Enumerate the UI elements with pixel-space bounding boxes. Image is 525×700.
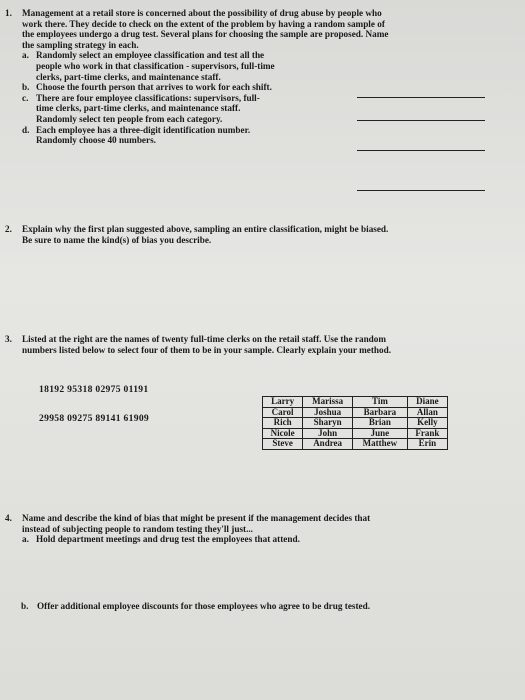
question-3-number: 3. [5,334,12,344]
option-1a-line: people who work in that classification - supervisors, full-time [36,60,275,71]
question-1-intro-line: work there. They decide to check on the extent of the problem by having a random sample of [22,18,385,29]
option-letter: d. [22,124,30,135]
option-4a-text: Hold department meetings and drug test the employees that attend. [36,534,300,545]
clerk-name: Andrea [303,439,353,450]
question-1-intro-line: the sampling strategy in each. [22,39,139,50]
option-letter: c. [22,92,29,103]
random-numbers-row-1: 18192 95318 02975 01191 [39,384,149,395]
table-row [263,407,448,418]
answer-blank-1d[interactable] [357,190,485,191]
clerk-name: Tim [353,397,408,408]
clerks-table [262,396,448,450]
clerk-name: John [303,428,353,439]
clerk-name: Brian [353,418,408,429]
option-4a [22,534,505,545]
option-4b [21,601,511,612]
question-1 [5,8,495,146]
question-4-line: Name and describe the kind of bias that might be present if the management decides that [22,513,371,523]
clerk-name: June [353,428,408,439]
answer-blank-1b[interactable] [357,120,485,121]
option-letter: a. [22,534,29,545]
option-4b-text: Offer additional employee discounts for those employees who agree to be drug tested. [37,601,371,611]
question-2 [5,224,505,245]
clerk-name: Marissa [303,397,353,408]
clerk-name: Kelly [407,418,447,429]
option-letter: b. [21,601,29,611]
clerk-name: Barbara [353,407,408,418]
clerk-name: Larry [263,397,303,408]
option-1a-line: clerks, part-time clerks, and maintenance staff. [36,71,221,82]
option-1d-line: Each employee has a three-digit identification number. [36,124,251,135]
option-letter: b. [22,82,30,93]
question-1-intro-line: the employees undergo a drug test. Several plans for choosing the sample are proposed. Name [22,29,389,40]
option-1c-line: There are four employee classifications: supervisors, full- [36,92,260,103]
clerk-name: Carol [263,407,303,418]
table-row [263,428,448,439]
clerk-name: Matthew [353,439,408,450]
question-4-number: 4. [5,513,12,523]
clerk-name: Joshua [303,407,353,418]
clerk-name: Diane [407,397,447,408]
clerk-name: Erin [407,439,447,450]
option-1c-line: time clerks, part-time clerks, and maintenance staff. [36,103,241,114]
option-1a-line: Randomly select an employee classification and test all the [36,50,265,61]
question-2-line: Be sure to name the kind(s) of bias you describe. [22,234,212,245]
clerk-name: Allan [407,407,447,418]
question-4-line: instead of subjecting people to random testing they'll just... [22,523,253,534]
question-1-number: 1. [5,8,12,18]
question-1-intro-line: Management at a retail store is concerned about the possibility of drug abuse by people who [22,8,382,18]
question-4 [5,513,505,545]
option-1d-line: Randomly choose 40 numbers. [36,135,156,146]
question-3 [5,334,505,355]
table-row [263,439,448,450]
option-letter: a. [22,50,29,61]
clerk-name: Nicole [263,428,303,439]
clerk-name: Frank [407,428,447,439]
question-2-line: Explain why the first plan suggested above, sampling an entire classification, might be biased. [22,224,389,234]
option-1a [22,50,352,82]
option-1c-line: Randomly select ten people from each category. [36,113,223,124]
question-3-line: Listed at the right are the names of twenty full-time clerks on the retail staff. Use the random [22,334,387,344]
option-1b-line: Choose the fourth person that arrives to work for each shift. [36,82,272,93]
clerk-name: Steve [263,439,303,450]
answer-blank-1a[interactable] [357,97,485,98]
table-row [263,418,448,429]
answer-blank-1c[interactable] [357,150,485,151]
clerk-name: Rich [263,418,303,429]
clerk-name: Sharyn [303,418,353,429]
option-1d [22,125,352,146]
table-row [263,397,448,408]
question-3-line: numbers listed below to select four of them to be in your sample. Clearly explain your method. [22,344,392,355]
question-2-number: 2. [5,224,12,234]
option-1b [22,82,352,93]
option-1c [22,93,352,125]
random-numbers-row-2: 29958 09275 89141 61909 [39,413,150,424]
